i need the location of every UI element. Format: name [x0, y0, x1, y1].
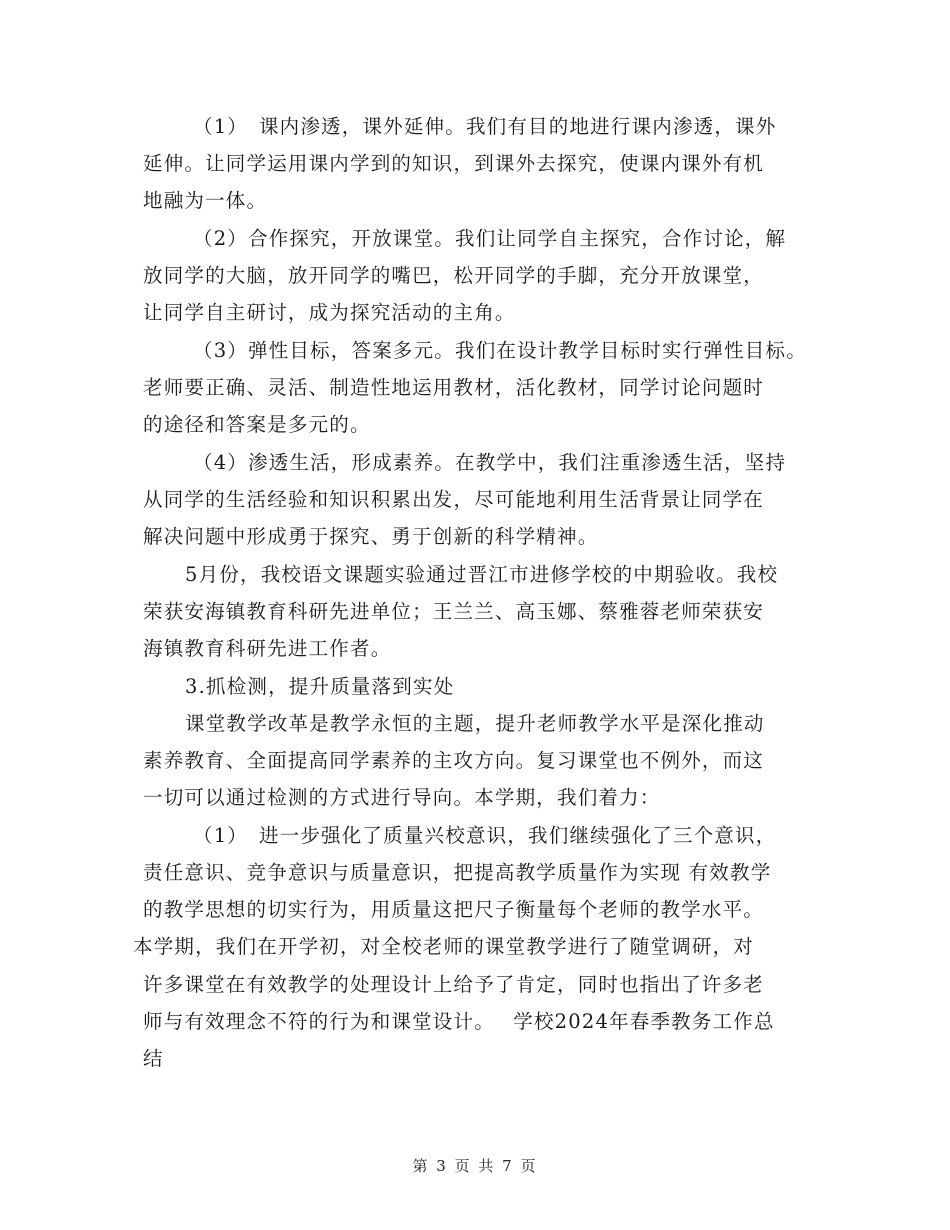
- page-number-footer: 第 3 页 共 7 页: [412, 1157, 538, 1175]
- text-line: 从同学的生活经验和知识积累出发，尽可能地利用生活背景让同学在: [143, 488, 765, 511]
- text-line: 延伸。让同学运用课内学到的知识，到课外去探究，使课内课外有机: [143, 152, 765, 175]
- text-line: 放同学的大脑，放开同学的嘴巴，松开同学的手脚，充分开放课堂，: [143, 264, 765, 287]
- text-line: 解决问题中形成勇于探究、勇于创新的科学精神。: [143, 525, 599, 548]
- text-line: 海镇教育科研先进工作者。: [143, 637, 392, 660]
- text-line: 课堂教学改革是教学永恒的主题，提升老师教学水平是深化推动: [185, 712, 765, 735]
- text-line: 地融为一体。: [143, 189, 268, 212]
- text-line: 的途径和答案是多元的。: [143, 413, 371, 436]
- text-line: 老师要正确、灵活、制造性地运用教材，活化教材，同学讨论问题时: [143, 376, 765, 399]
- text-line: 本学期，我们在开学初，对全校老师的课堂教学进行了随堂调研，对: [133, 935, 755, 958]
- text-line: 素养教育、全面提高同学素养的主攻方向。复习课堂也不例外，而这: [143, 749, 765, 772]
- text-line: （2）合作探究，开放课堂。我们让同学自主探究，合作讨论，解: [193, 227, 787, 250]
- section-heading: 3.抓检测，提升质量落到实处: [185, 675, 455, 698]
- text-line: 一切可以通过检测的方式进行导向。本学期，我们着力：: [143, 786, 661, 809]
- text-line: 的教学思想的切实行为，用质量这把尺子衡量每个老师的教学水平。: [143, 898, 765, 921]
- text-line: 让同学自主研讨，成为探究活动的主角。: [143, 301, 516, 324]
- text-line: （3）弹性目标，答案多元。我们在设计教学目标时实行弹性目标。: [193, 339, 807, 362]
- text-line: 师与有效理念不符的行为和课堂设计。 学校2024年春季教务工作总: [143, 1010, 775, 1033]
- text-line: 荣获安海镇教育科研先进单位；王兰兰、高玉娜、蔡雅蓉老师荣获安: [143, 600, 765, 623]
- text-line: （1） 课内渗透，课外延伸。我们有目的地进行课内渗透，课外: [193, 115, 777, 138]
- text-line: 许多课堂在有效教学的处理设计上给予了肯定，同时也指出了许多老: [143, 973, 765, 996]
- text-line: 责任意识、竞争意识与质量意识，把提高教学质量作为实现 有效教学: [143, 861, 772, 884]
- text-line: 5月份，我校语文课题实验通过晋江市进修学校的中期验收。我校: [185, 563, 779, 586]
- text-line: （1） 进一步强化了质量兴校意识，我们继续强化了三个意识，: [193, 824, 777, 847]
- text-line: 结: [143, 1047, 164, 1070]
- text-line: （4）渗透生活，形成素养。在教学中，我们注重渗透生活，坚持: [193, 451, 787, 474]
